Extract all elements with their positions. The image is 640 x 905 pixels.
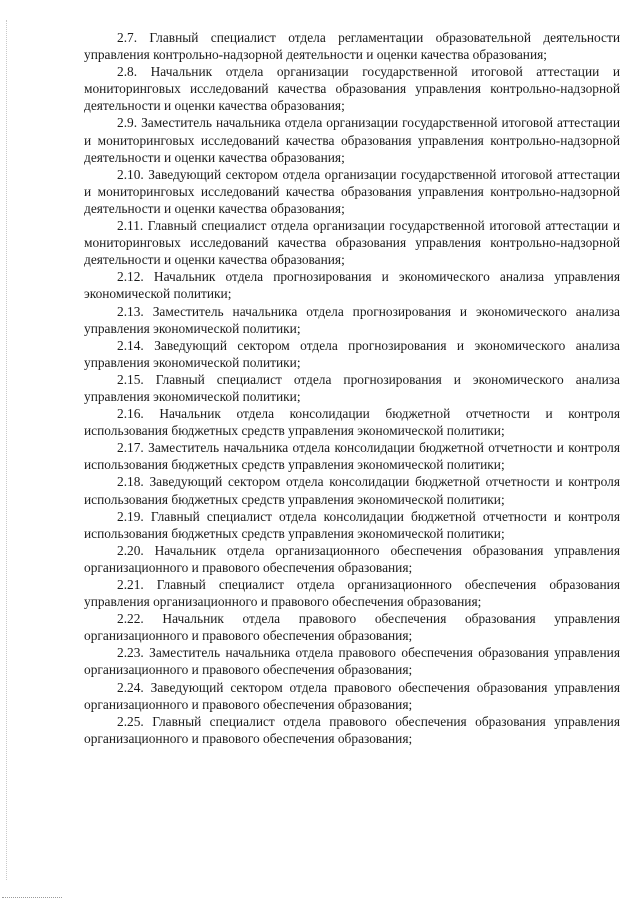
paragraph-2-18: 2.18. Заведующий сектором отдела консолидации бюджетной отчетности и контроля использования бюджетных средств управления экономической политики; — [84, 474, 620, 507]
paragraph-2-9: 2.9. Заместитель начальника отдела организации государственной итоговой аттестации и мониторинговых исследований качества образования управления контрольно-надзорной деятельности и оценки качества образования; — [84, 115, 620, 165]
paragraph-2-21: 2.21. Главный специалист отдела организационного обеспечения образования управления организационного и правового обеспечения образования; — [84, 577, 620, 610]
paragraph-2-19: 2.19. Главный специалист отдела консолидации бюджетной отчетности и контроля использования бюджетных средств управления экономической политики; — [84, 508, 620, 541]
paragraph-2-8: 2.8. Начальник отдела организации государственной итоговой аттестации и мониторинговых исследований качества образования управления контрольно-надзорной деятельности и оценки качества образования; — [84, 64, 620, 114]
scan-bottom-mark — [2, 897, 62, 899]
paragraph-2-25: 2.25. Главный специалист отдела правового обеспечения образования управления организационного и правового обеспечения образования; — [84, 713, 620, 746]
paragraph-2-13: 2.13. Заместитель начальника отдела прогнозирования и экономического анализа управления экономической политики; — [84, 303, 620, 336]
paragraph-2-15: 2.15. Главный специалист отдела прогнозирования и экономического анализа управления экономической политики; — [84, 371, 620, 404]
paragraph-2-10: 2.10. Заведующий сектором отдела организации государственной итоговой аттестации и мониторинговых исследований качества образования управления контрольно-надзорной деятельности и оценки качества образования; — [84, 166, 620, 216]
paragraph-2-24: 2.24. Заведующий сектором отдела правового обеспечения образования управления организационного и правового обеспечения образования; — [84, 679, 620, 712]
paragraph-2-22: 2.22. Начальник отдела правового обеспечения образования управления организационного и правового обеспечения образования; — [84, 611, 620, 644]
scan-edge-mark — [6, 20, 8, 880]
document-body — [84, 29, 620, 747]
paragraph-2-20: 2.20. Начальник отдела организационного обеспечения образования управления организационного и правового обеспечения образования; — [84, 542, 620, 575]
paragraph-2-17: 2.17. Заместитель начальника отдела консолидации бюджетной отчетности и контроля использования бюджетных средств управления экономической политики; — [84, 440, 620, 473]
paragraph-2-14: 2.14. Заведующий сектором отдела прогнозирования и экономического анализа управления экономической политики; — [84, 337, 620, 370]
paragraph-2-23: 2.23. Заместитель начальника отдела правового обеспечения образования управления организационного и правового обеспечения образования; — [84, 645, 620, 678]
paragraph-2-11: 2.11. Главный специалист отдела организации государственной итоговой аттестации и мониторинговых исследований качества образования управления контрольно-надзорной деятельности и оценки качества образования; — [84, 218, 620, 268]
paragraph-2-12: 2.12. Начальник отдела прогнозирования и экономического анализа управления экономической политики; — [84, 269, 620, 302]
paragraph-2-7: 2.7. Главный специалист отдела регламентации образовательной деятельности управления контрольно-надзорной деятельности и оценки качества образования; — [84, 30, 620, 63]
paragraph-2-16: 2.16. Начальник отдела консолидации бюджетной отчетности и контроля использования бюджетных средств управления экономической политики; — [84, 406, 620, 439]
